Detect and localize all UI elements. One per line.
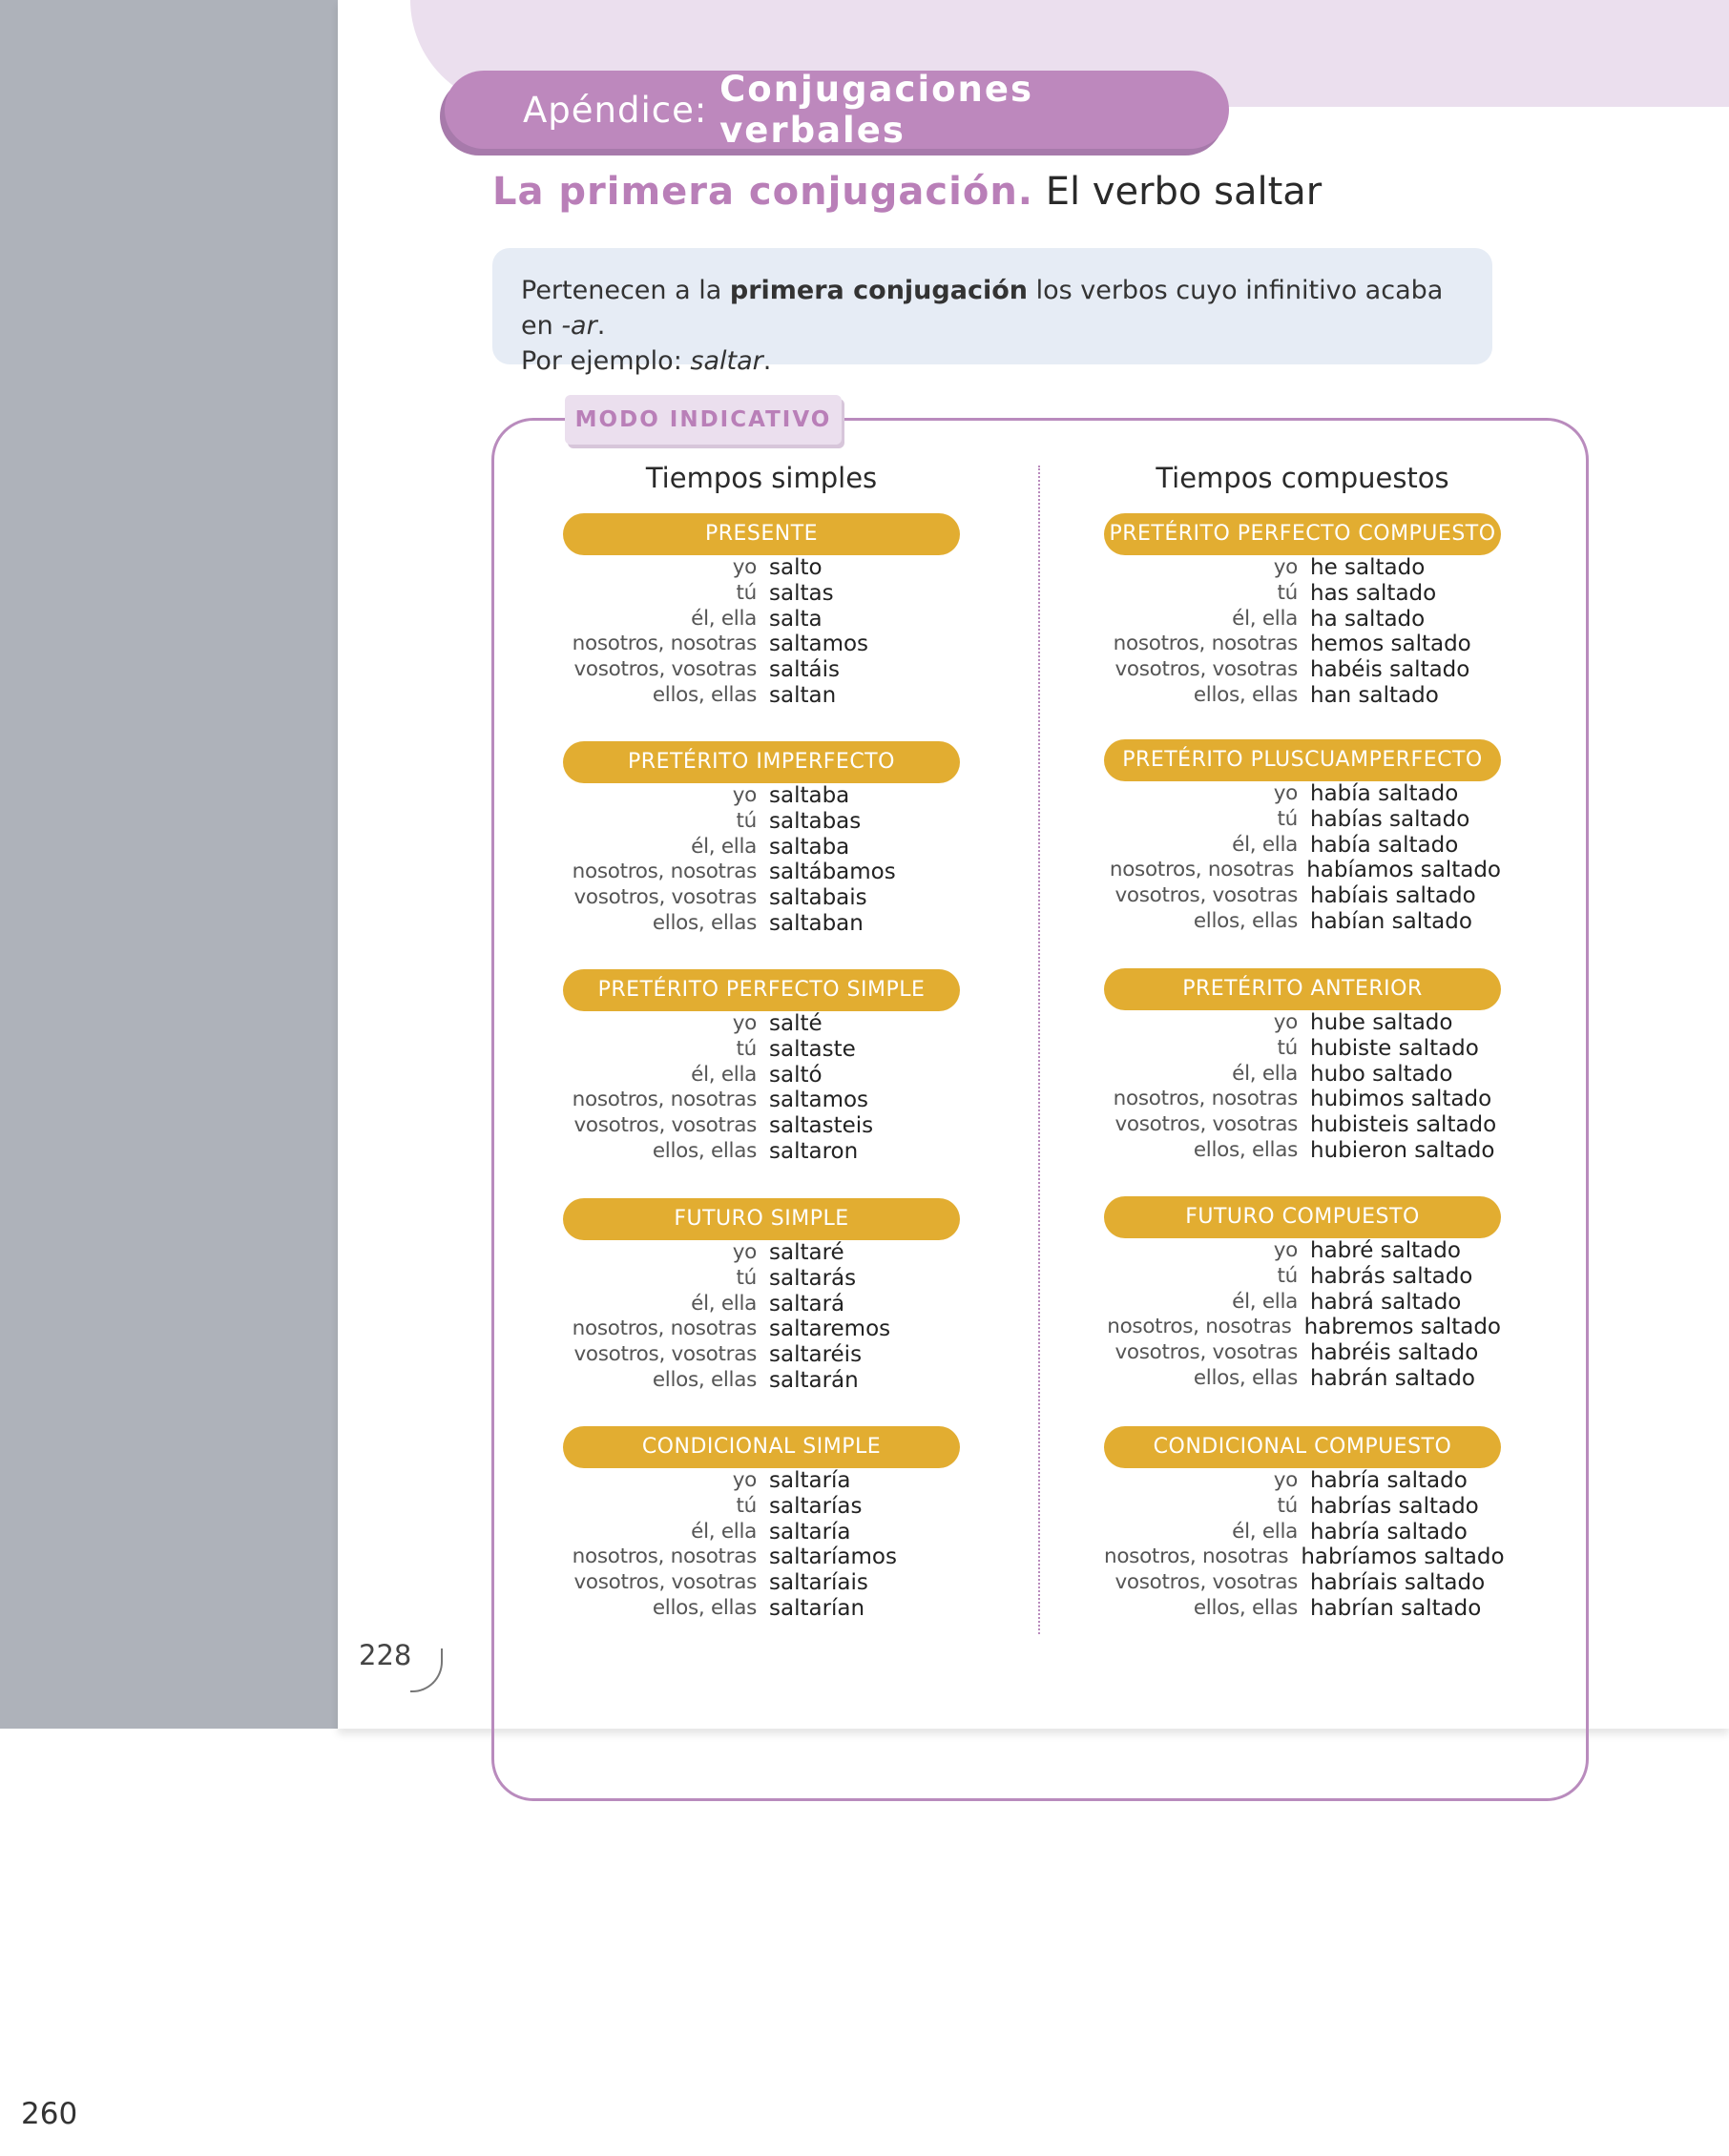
verb-form: saltaremos [769,1316,891,1342]
pronoun: él, ella [691,834,757,859]
pronoun: vosotros, vosotras [573,885,757,910]
pronoun: él, ella [691,606,757,631]
verb-form: saltarías [769,1493,863,1519]
pronoun: yo [732,555,757,579]
conjugation-row [1104,833,1501,859]
verb-form: hemos saltado [1310,632,1471,657]
conjugation-row [1104,1494,1501,1520]
tense-name: PRESENTE [563,513,960,555]
conjugation-row [1104,858,1501,883]
verb-form: habréis saltado [1310,1340,1479,1366]
conjugation-row [563,1520,960,1545]
pronoun: yo [732,783,757,807]
tense-name: PRETÉRITO IMPERFECTO [563,741,960,783]
verb-form: salta [769,606,823,632]
pronoun: yo [1273,555,1298,579]
pronoun: él, ella [691,1519,757,1544]
conjugation-row [1104,1596,1501,1622]
tense-name: PRETÉRITO ANTERIOR [1104,968,1501,1010]
verb-form: habíamos saltado [1306,858,1501,883]
tense-block [1104,968,1501,1164]
verb-form: hubimos saltado [1310,1087,1492,1112]
verb-form: saltamos [769,1088,869,1113]
conjugation-row [1104,1366,1501,1392]
pronoun: nosotros, nosotras [1104,1544,1289,1569]
pronoun: tú [736,580,757,605]
verb-form: saltaban [769,910,864,936]
conjugation-row [1104,632,1501,657]
verb-form: ha saltado [1310,606,1426,632]
conjugation-row [1104,1112,1501,1138]
section-subtitle [492,170,1322,214]
tense-block [1104,513,1501,709]
verb-form: saltaría [769,1519,851,1544]
conjugation-row [563,1088,960,1113]
pronoun: él, ella [691,1062,757,1087]
verb-form: habías saltado [1310,806,1470,832]
verb-form: saltarán [769,1367,859,1393]
conjugation-row [1104,1010,1501,1036]
verb-form: saltarían [769,1595,865,1621]
conjugation-row [563,1139,960,1165]
verb-form: hubieron saltado [1310,1137,1495,1163]
pronoun: yo [1273,1238,1298,1262]
pronoun: él, ella [1232,832,1298,857]
verb-form: saltan [769,682,837,708]
verb-form: había saltado [1310,781,1459,806]
conjugation-row [1104,1340,1501,1366]
pronoun: ellos, ellas [1193,1365,1298,1390]
conjugation-row [1104,1290,1501,1316]
conjugation-row [563,607,960,632]
info-box [492,248,1492,376]
tense-block [1104,739,1501,935]
column-heading-simple: Tiempos simples [645,462,878,494]
title-prefix: Apéndice: [523,89,708,131]
pronoun: nosotros, nosotras [572,1088,757,1112]
conjugation-row [563,1292,960,1317]
conjugation-row [1104,1315,1501,1340]
conjugation-row [1104,555,1501,581]
page-title [445,71,1229,149]
pronoun: él, ella [691,1291,757,1316]
verb-form: saltasteis [769,1113,874,1139]
verb-form: saltaba [769,783,850,808]
tense-name: PRETÉRITO PLUSCUAMPERFECTO [1104,739,1501,781]
pronoun: yo [1273,1468,1298,1492]
verb-form: hubo saltado [1310,1061,1453,1087]
pronoun: él, ella [1232,1061,1298,1086]
pronoun: nosotros, nosotras [1109,858,1295,882]
verb-form: saltaba [769,834,850,860]
verb-form: habremos saltado [1303,1315,1501,1340]
tense-name: CONDICIONAL COMPUESTO [1104,1426,1501,1468]
conjugation-row [1104,1036,1501,1062]
conjugation-row [563,555,960,581]
conjugation-row [563,1596,960,1622]
conjugation-row [1104,883,1501,909]
book-page-number: 228 [359,1639,412,1671]
verb-form: saltaste [769,1036,856,1062]
pronoun: tú [1277,580,1298,605]
info-italic: -ar [561,311,597,341]
subtitle-rest: El verbo saltar [1045,170,1323,214]
pronoun: ellos, ellas [1193,682,1298,707]
verb-form: habíais saltado [1310,883,1476,909]
conjugation-row [563,683,960,709]
pronoun: ellos, ellas [1193,908,1298,933]
conjugation-row [563,911,960,937]
pronoun: tú [1277,1263,1298,1288]
pronoun: vosotros, vosotras [1114,1570,1298,1595]
verb-form: habían saltado [1310,908,1472,934]
verb-form: saltabais [769,885,867,911]
tense-block [1104,1426,1505,1622]
verb-form: han saltado [1310,682,1439,708]
pronoun: él, ella [1232,1289,1298,1314]
verb-form: hubiste saltado [1310,1035,1479,1061]
conjugation-row [1104,683,1501,709]
verb-form: habría saltado [1310,1519,1468,1544]
verb-form: hubisteis saltado [1310,1112,1497,1138]
info-italic: saltar [690,346,763,376]
pronoun: él, ella [1232,1519,1298,1544]
verb-form: saltó [769,1062,823,1088]
tense-name: CONDICIONAL SIMPLE [563,1426,960,1468]
pronoun: vosotros, vosotras [1114,1112,1298,1137]
verb-form: habrías saltado [1310,1493,1479,1519]
conjugation-row [563,1011,960,1037]
pronoun: vosotros, vosotras [573,1113,757,1138]
conjugation-row [1104,1520,1501,1545]
conjugation-row [1104,1468,1501,1494]
conjugation-row [563,1494,960,1520]
pronoun: vosotros, vosotras [1114,883,1298,908]
tense-block [563,741,960,937]
tense-block [563,969,960,1165]
verb-form: salto [769,555,823,580]
conjugation-row [563,1342,960,1368]
pronoun: ellos, ellas [652,1367,757,1392]
tense-block [563,1426,960,1622]
verb-form: saltabas [769,808,862,834]
verb-form: salté [769,1011,823,1036]
conjugation-row [1104,657,1501,683]
conjugation-row [563,835,960,860]
verb-form: habrían saltado [1310,1595,1482,1621]
conjugation-row [563,1240,960,1266]
pronoun: ellos, ellas [652,682,757,707]
column-divider [1038,466,1040,1634]
info-text: . [762,346,772,376]
conjugation-row [563,1368,960,1394]
pronoun: tú [736,808,757,833]
conjugation-row [563,632,960,657]
verb-form: habríais saltado [1310,1570,1486,1596]
verb-form: saltaron [769,1138,859,1164]
pronoun: tú [736,1265,757,1290]
conjugation-row [1104,1138,1501,1164]
verb-form: saltarás [769,1265,857,1291]
verb-form: saltaríamos [769,1544,897,1570]
conjugation-row [563,1570,960,1596]
conjugation-row [563,809,960,835]
pronoun: ellos, ellas [652,1595,757,1620]
pronoun: ellos, ellas [1193,1595,1298,1620]
pronoun: nosotros, nosotras [1107,1315,1292,1339]
verb-form: he saltado [1310,555,1426,580]
conjugation-row [563,581,960,607]
pronoun: tú [736,1036,757,1061]
conjugation-row [563,1063,960,1088]
conjugation-row [1104,1570,1501,1596]
title-bold: Conjugaciones verbales [719,69,1034,151]
verb-form: saltará [769,1291,845,1316]
conjugation-row [563,860,960,885]
pronoun: nosotros, nosotras [572,860,757,884]
info-text: los verbos cuyo infinitivo acaba en [521,276,1444,341]
conjugation-row [563,1113,960,1139]
verb-form: hube saltado [1310,1010,1453,1035]
verb-form: habrán saltado [1310,1365,1475,1391]
conjugation-row [1104,1238,1501,1264]
verb-form: habría saltado [1310,1468,1468,1493]
verb-form: habré saltado [1310,1238,1461,1263]
conjugation-row [563,1266,960,1292]
verb-form: saltamos [769,632,869,657]
verb-form: saltaré [769,1240,844,1265]
tense-name: PRETÉRITO PERFECTO SIMPLE [563,969,960,1011]
info-bold: primera conjugación [729,276,1028,305]
info-text: . [596,311,606,341]
verb-form: habrás saltado [1310,1263,1473,1289]
pronoun: ellos, ellas [652,1138,757,1163]
conjugation-row [1104,909,1501,935]
pronoun: tú [736,1493,757,1518]
pronoun: vosotros, vosotras [573,1570,757,1595]
verb-form: saltaría [769,1468,851,1493]
pronoun: vosotros, vosotras [1114,657,1298,682]
conjugation-row [563,1316,960,1342]
conjugation-row [563,1544,960,1570]
conjugation-row [1104,1544,1505,1570]
tense-name: FUTURO SIMPLE [563,1198,960,1240]
pronoun: tú [1277,1493,1298,1518]
conjugation-row [563,657,960,683]
pronoun: vosotros, vosotras [1114,1340,1298,1365]
verb-form: saltábamos [769,860,896,885]
conjugation-row [563,1037,960,1063]
pronoun: vosotros, vosotras [573,1342,757,1367]
tense-block [563,513,960,709]
verb-form: saltaréis [769,1342,863,1368]
pronoun: tú [1277,806,1298,831]
gray-margin [0,0,338,1729]
tense-block [1104,1196,1501,1392]
pronoun: ellos, ellas [652,910,757,935]
verb-form: habrá saltado [1310,1289,1462,1315]
pronoun: él, ella [1232,606,1298,631]
tense-block [563,1198,960,1394]
conjugation-row [1104,581,1501,607]
pronoun: yo [732,1468,757,1492]
pronoun: nosotros, nosotras [572,1544,757,1569]
pronoun: nosotros, nosotras [572,632,757,656]
conjugation-row [563,1468,960,1494]
pdf-page-number: 260 [21,2097,78,2131]
info-text: Pertenecen a la [521,276,730,305]
conjugation-row [1104,1087,1501,1112]
subtitle-lead: La primera conjugación. [492,170,1033,214]
pronoun: nosotros, nosotras [1113,1087,1298,1111]
conjugation-row [1104,1062,1501,1088]
verb-form: saltáis [769,657,840,683]
info-text: Por ejemplo: [521,346,691,376]
pronoun: yo [1273,1010,1298,1034]
pronoun: vosotros, vosotras [573,657,757,682]
verb-form: habéis saltado [1310,657,1470,683]
verb-form: has saltado [1310,580,1437,606]
pronoun: tú [1277,1035,1298,1060]
verb-form: había saltado [1310,832,1459,858]
conjugation-row [1104,1264,1501,1290]
verb-form: saltas [769,580,834,606]
conjugation-row [1104,607,1501,632]
mode-label: MODO INDICATIVO [565,395,842,445]
tense-name: FUTURO COMPUESTO [1104,1196,1501,1238]
tense-name: PRETÉRITO PERFECTO COMPUESTO [1104,513,1501,555]
pronoun: yo [1273,781,1298,805]
pronoun: ellos, ellas [1193,1137,1298,1162]
pronoun: nosotros, nosotras [572,1316,757,1341]
conjugation-row [1104,781,1501,807]
conjugation-row [1104,807,1501,833]
pronoun: nosotros, nosotras [1113,632,1298,656]
pronoun: yo [732,1011,757,1035]
conjugation-row [563,885,960,911]
pronoun: yo [732,1240,757,1264]
column-heading-compound: Tiempos compuestos [1156,462,1449,494]
conjugation-row [563,783,960,809]
verb-form: saltaríais [769,1570,868,1596]
verb-form: habríamos saltado [1301,1544,1505,1570]
